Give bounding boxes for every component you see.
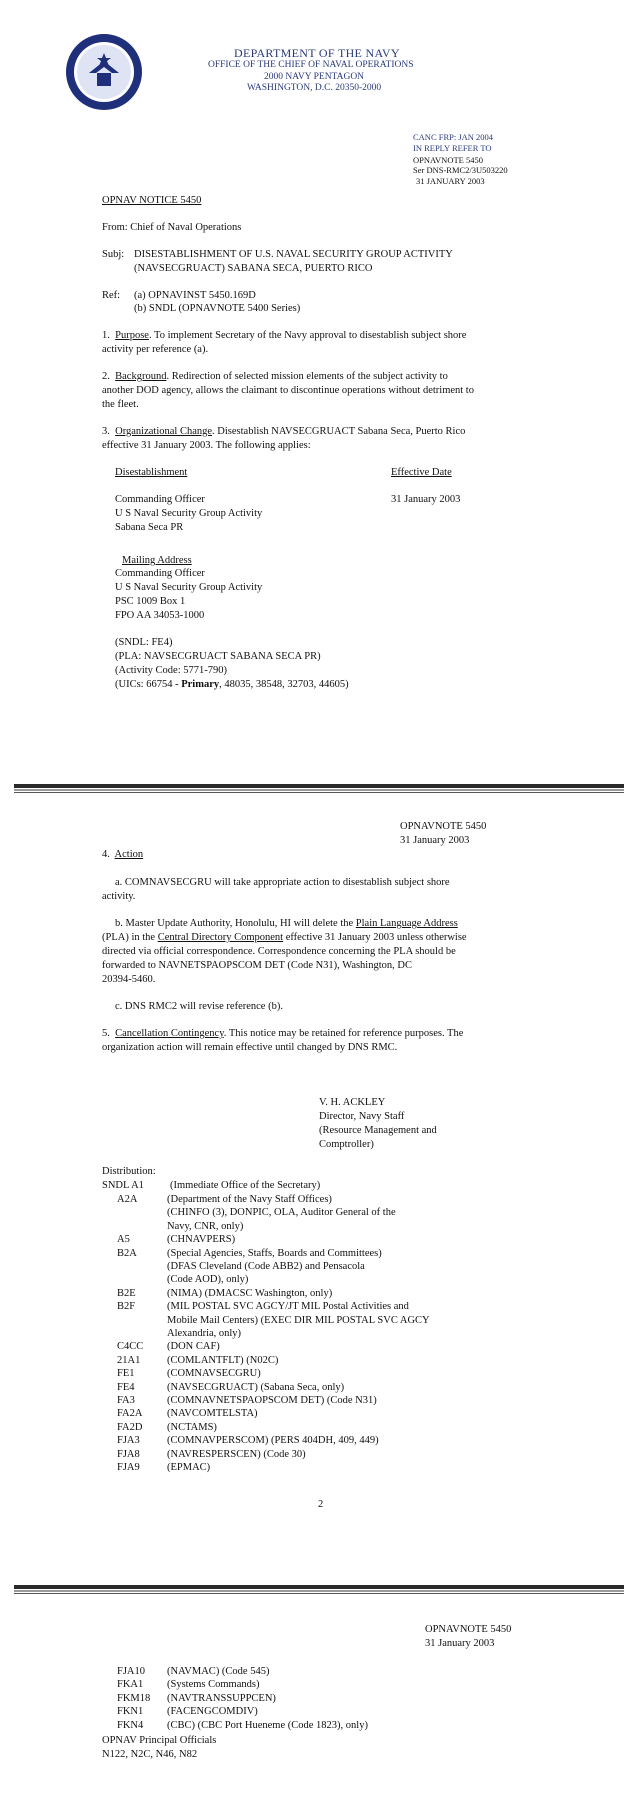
distribution-code: A2A [117, 1194, 138, 1205]
distribution-description: Navy, CNR, only) [167, 1220, 244, 1232]
distribution-description: (DON CAF) [167, 1341, 220, 1353]
distribution-code: FKM18 [117, 1692, 151, 1704]
activity-line-3: Sabana Seca PR [115, 522, 184, 533]
signature-title-2: (Resource Management and [319, 1125, 437, 1136]
letterhead-address-2: WASHINGTON, D.C. 20350-2000 [247, 83, 382, 93]
action-c-line: c. DNS RMC2 will revise reference (b). [115, 1001, 283, 1012]
paragraph-2-heading: Background [115, 371, 167, 382]
uics-prefix: (UICs: 66754 - [115, 679, 182, 690]
distribution-description: (Department of the Navy Staff Offices) [167, 1194, 332, 1205]
distribution-description: (COMNAVPERSCOM) (PERS 404DH, 409, 449) [167, 1435, 379, 1447]
paragraph-2-text: . Redirection of selected mission elements of the subject activity to [166, 371, 448, 382]
page-3-header-note: OPNAVNOTE 5450 [425, 1624, 512, 1635]
paragraph-3-text: . Disestablish NAVSECGRUACT Sabana Seca, Puerto Rico [212, 426, 466, 437]
effective-date-value: 31 January 2003 [391, 494, 461, 505]
distribution-description: (NIMA) (DMACSC Washington, only) [167, 1287, 333, 1299]
distribution-code: B2E [117, 1287, 136, 1299]
distribution-description: (Systems Commands) [167, 1679, 260, 1691]
distribution-code: C4CC [117, 1341, 144, 1353]
pla-code: (PLA: NAVSECGRUACT SABANA SECA PR) [115, 651, 321, 662]
department-of-defense-seal [65, 33, 143, 111]
distribution-description: (NAVSECGRUACT) (Sabana Seca, only) [167, 1381, 345, 1393]
reference-b: (b) SNDL (OPNAVNOTE 5400 Series) [134, 303, 301, 314]
distribution-code: 21A1 [117, 1354, 141, 1366]
distribution-description: (EPMAC) [167, 1462, 211, 1473]
activity-code: (Activity Code: 5771-790) [115, 665, 227, 676]
page-separator-2 [14, 1585, 624, 1594]
activity-line-1: Commanding Officer [115, 494, 205, 505]
distribution-description: (MIL POSTAL SVC AGCY/JT MIL Postal Activities and [167, 1301, 409, 1313]
paragraph-3-line-2: effective 31 January 2003. The following applies: [102, 440, 311, 451]
paragraph-4-heading: Action [114, 849, 144, 860]
principal-officials-list: N122, N2C, N46, N82 [102, 1749, 198, 1760]
reference-label: Ref: [102, 290, 121, 301]
reply-serial: Ser DNS-RMC2/3U503220 [413, 165, 508, 175]
subject-line-2: (NAVSECGRUACT) SABANA SECA, PUERTO RICO [134, 263, 373, 274]
distribution-description: (NAVMAC) (Code 545) [167, 1666, 270, 1677]
sndl-a1-label: SNDL A1 [102, 1180, 144, 1191]
paragraph-5-heading: Cancellation Contingency [115, 1028, 224, 1039]
uics-line [115, 679, 349, 690]
distribution-code: FJA8 [117, 1448, 140, 1460]
paragraph-2-line-1 [102, 371, 448, 382]
notice-title: OPNAV NOTICE 5450 [102, 195, 202, 206]
action-b-line-4: forwarded to NAVNETSPAOPSCOM DET (Code N31), Washington, DC [102, 960, 412, 971]
reply-note-number: OPNAVNOTE 5450 [413, 155, 483, 165]
distribution-description: (COMNAVNETSPAOPSCOM DET) (Code N31) [167, 1395, 377, 1406]
paragraph-1-heading: Purpose [115, 330, 149, 341]
reply-date: 31 JANUARY 2003 [416, 176, 485, 186]
action-a-line-1: a. COMNAVSECGRU will take appropriate action to disestablish subject shore [115, 877, 450, 888]
sndl-code: (SNDL: FE4) [115, 637, 173, 648]
action-b-line-2-post: effective 31 January 2003 unless otherwise [283, 932, 467, 943]
page-number: 2 [318, 1499, 324, 1510]
mailing-line-4: FPO AA 34053-1000 [115, 610, 205, 621]
distribution-label: Distribution: [102, 1166, 156, 1177]
paragraph-3-number: 3. [102, 426, 110, 437]
letterhead-department: DEPARTMENT OF THE NAVY [234, 46, 400, 60]
paragraph-5-line-2: organization action will remain effective until changed by DNS RMC. [102, 1042, 398, 1053]
activity-line-2: U S Naval Security Group Activity [115, 508, 263, 519]
paragraph-1-line-1 [102, 330, 466, 341]
distribution-description: Alexandria, only) [167, 1328, 242, 1339]
paragraph-4-title [102, 849, 143, 860]
distribution-description: (CBC) (CBC Port Hueneme (Code 1823), only) [167, 1719, 368, 1731]
distribution-description: (Code AOD), only) [167, 1274, 249, 1286]
distribution-code: FA2D [117, 1421, 143, 1433]
distribution-code: FJA9 [117, 1462, 140, 1473]
page-2-header-note: OPNAVNOTE 5450 [400, 821, 487, 832]
central-directory-component-link: Central Directory Component [157, 932, 284, 943]
sndl-a1-desc: (Immediate Office of the Secretary) [170, 1180, 321, 1191]
plain-language-address-link: Plain Language Address [355, 918, 458, 929]
canc-frp: CANC FRP: JAN 2004 [413, 132, 494, 142]
distribution-code: B2A [117, 1247, 137, 1259]
mailing-address-heading: Mailing Address [122, 555, 192, 566]
effective-date-header: Effective Date [391, 467, 452, 478]
distribution-description: (COMLANTFLT) (N02C) [167, 1354, 279, 1366]
letterhead-office: OFFICE OF THE CHIEF OF NAVAL OPERATIONS [208, 60, 414, 70]
distribution-description: (NCTAMS) [167, 1421, 217, 1433]
mailing-line-1: Commanding Officer [115, 568, 205, 579]
distribution-description: (FACENGCOMDIV) [167, 1706, 258, 1718]
paragraph-4-number: 4. [102, 849, 110, 860]
paragraph-5-number: 5. [102, 1028, 110, 1039]
page-separator-1 [14, 784, 624, 793]
signature-name: V. H. ACKLEY [319, 1097, 386, 1108]
action-b-text: b. Master Update Authority, Honolulu, HI will delete the [115, 918, 356, 929]
distribution-description: (Special Agencies, Staffs, Boards and Committees) [167, 1247, 382, 1259]
signature-title-1: Director, Navy Staff [319, 1111, 405, 1122]
paragraph-5-line-1 [102, 1028, 463, 1039]
paragraph-1-line-2: activity per reference (a). [102, 344, 209, 355]
action-b-line-5: 20394-5460. [102, 974, 156, 985]
distribution-code: FKA1 [117, 1679, 144, 1691]
action-b-line-2 [102, 932, 467, 943]
distribution-code: FE4 [117, 1381, 135, 1393]
reply-refer-label: IN REPLY REFER TO [413, 143, 492, 153]
distribution-code: FA2A [117, 1408, 143, 1420]
distribution-code: FJA10 [117, 1666, 146, 1677]
action-b-line-3: directed via official correspondence. Correspondence concerning the PLA should be [102, 946, 456, 957]
uics-primary: Primary [181, 679, 220, 690]
paragraph-2-number: 2. [102, 371, 110, 382]
uics-suffix: , 48035, 38548, 32703, 44605) [219, 679, 349, 690]
distribution-description: (NAVTRANSSUPPCEN) [167, 1692, 276, 1704]
distribution-code: FJA3 [117, 1435, 140, 1447]
from-line: From: Chief of Naval Operations [102, 222, 242, 233]
distribution-description: Mobile Mail Centers) (EXEC DIR MIL POSTAL SVC AGCY [167, 1314, 430, 1326]
paragraph-1-number: 1. [102, 330, 110, 341]
distribution-code: FE1 [117, 1368, 135, 1380]
distribution-description: (COMNAVSECGRU) [167, 1368, 261, 1380]
distribution-description: (CHINFO (3), DONPIC, OLA, Auditor General of the [167, 1207, 396, 1219]
paragraph-3-line-1 [102, 426, 465, 437]
distribution-description: (CHNAVPERS) [167, 1234, 236, 1246]
action-b-line-2-pre: (PLA) in the [102, 932, 158, 943]
distribution-description: (NAVCOMTELSTA) [167, 1408, 258, 1420]
principal-officials-label: OPNAV Principal Officials [102, 1735, 217, 1746]
distribution-code: FA3 [117, 1395, 135, 1406]
distribution-code: FKN4 [117, 1719, 144, 1731]
subject-label: Subj: [102, 249, 125, 260]
page-3-header-date: 31 January 2003 [425, 1638, 495, 1649]
paragraph-1-text: . To implement Secretary of the Navy approval to disestablish subject shore [148, 330, 467, 341]
distribution-description: (DFAS Cleveland (Code ABB2) and Pensacola [167, 1261, 365, 1272]
distribution-code: FKN1 [117, 1706, 144, 1718]
page-2-header-date: 31 January 2003 [400, 835, 470, 846]
paragraph-2-line-2: another DOD agency, allows the claimant to discontinue operations without detriment to [102, 385, 474, 396]
disestablishment-header: Disestablishment [115, 467, 188, 478]
action-a-line-2: activity. [102, 891, 136, 902]
mailing-line-2: U S Naval Security Group Activity [115, 582, 263, 593]
mailing-line-3: PSC 1009 Box 1 [115, 596, 186, 607]
paragraph-5-text: . This notice may be retained for reference purposes. The [223, 1028, 464, 1039]
distribution-code: B2F [117, 1301, 136, 1313]
letterhead-address-1: 2000 NAVY PENTAGON [264, 72, 365, 82]
reference-a: (a) OPNAVINST 5450.169D [134, 290, 256, 301]
signature-title-3: Comptroller) [319, 1139, 374, 1150]
distribution-code: A5 [117, 1234, 130, 1246]
distribution-description: (NAVRESPERSCEN) (Code 30) [167, 1448, 306, 1460]
subject-line-1: DISESTABLISHMENT OF U.S. NAVAL SECURITY GROUP ACTIVITY [134, 249, 453, 260]
action-b-line-1 [115, 918, 458, 929]
paragraph-3-heading: Organizational Change [115, 426, 213, 437]
paragraph-2-line-3: the fleet. [102, 399, 139, 410]
